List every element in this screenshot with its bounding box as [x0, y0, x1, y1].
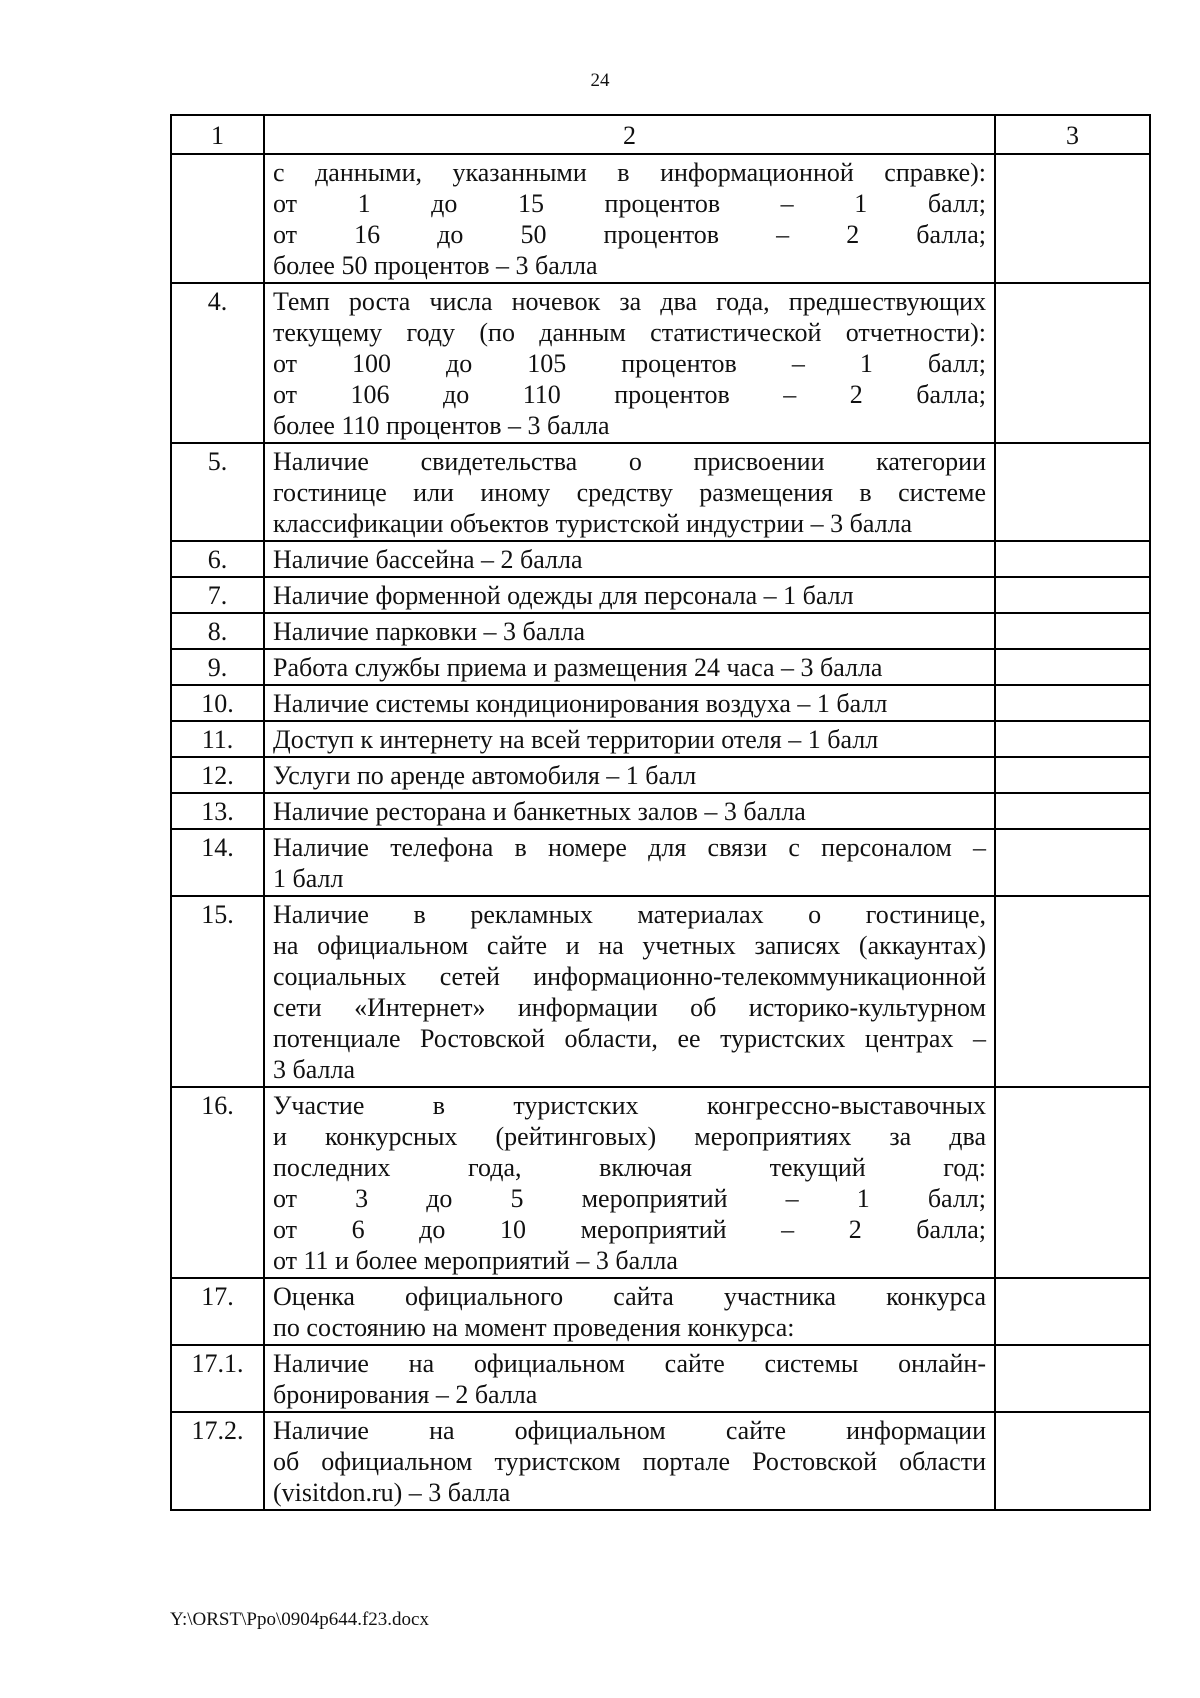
row-number: 8.	[171, 613, 264, 649]
file-path-footer: Y:\ORST\Ppo\0904p644.f23.docx	[170, 1609, 429, 1630]
score-cell	[995, 896, 1150, 1087]
description-line: Наличие в рекламных материалах о гостинице,	[273, 900, 986, 929]
table-row	[171, 1278, 1150, 1345]
table-header-row	[171, 115, 1150, 154]
description-line: последних года, включая текущий год:	[273, 1153, 986, 1182]
description-line: от 6 до 10 мероприятий – 2 балла;	[273, 1215, 986, 1244]
description-line: об официальном туристском портале Ростовской области	[273, 1447, 986, 1476]
score-cell	[995, 721, 1150, 757]
description-line: Темп роста числа ночевок за два года, предшествующих	[273, 287, 986, 316]
table-row	[171, 793, 1150, 829]
score-cell	[995, 829, 1150, 896]
description-line: от 3 до 5 мероприятий – 1 балл;	[273, 1184, 986, 1213]
row-number: 5.	[171, 443, 264, 541]
header-col-1: 1	[171, 115, 264, 154]
criterion-description	[264, 1278, 995, 1345]
score-cell	[995, 1412, 1150, 1510]
criterion-description	[264, 577, 995, 613]
score-cell	[995, 793, 1150, 829]
row-number: 14.	[171, 829, 264, 896]
description-line: и конкурсных (рейтинговых) мероприятиях за два	[273, 1122, 986, 1151]
description-line: Наличие системы кондиционирования воздуха – 1 балл	[273, 689, 888, 718]
score-cell	[995, 613, 1150, 649]
criteria-table-body	[171, 115, 1150, 1510]
row-number: 17.1.	[171, 1345, 264, 1412]
criteria-table	[170, 114, 1151, 1511]
row-number: 17.	[171, 1278, 264, 1345]
table-row	[171, 829, 1150, 896]
score-cell	[995, 757, 1150, 793]
score-cell	[995, 154, 1150, 283]
table-row	[171, 649, 1150, 685]
description-line: 1 балл	[273, 864, 344, 893]
criterion-description	[264, 613, 995, 649]
description-line: Наличие бассейна – 2 балла	[273, 545, 583, 574]
description-line: от 16 до 50 процентов – 2 балла;	[273, 220, 986, 249]
description-line: от 106 до 110 процентов – 2 балла;	[273, 380, 986, 409]
description-line: (visitdon.ru) – 3 балла	[273, 1478, 511, 1507]
criterion-description	[264, 829, 995, 896]
row-number: 16.	[171, 1087, 264, 1278]
table-row	[171, 1087, 1150, 1278]
row-number: 17.2.	[171, 1412, 264, 1510]
score-cell	[995, 685, 1150, 721]
description-line: сети «Интернет» информации об историко-культурном	[273, 993, 986, 1022]
score-cell	[995, 283, 1150, 443]
table-row	[171, 154, 1150, 283]
table-row	[171, 1412, 1150, 1510]
row-number: 6.	[171, 541, 264, 577]
description-line: Оценка официального сайта участника конкурса	[273, 1282, 986, 1311]
table-row	[171, 757, 1150, 793]
description-line: Работа службы приема и размещения 24 часа – 3 балла	[273, 653, 883, 682]
description-line: на официальном сайте и на учетных записях (аккаунтах)	[273, 931, 986, 960]
row-number: 15.	[171, 896, 264, 1087]
row-number: 9.	[171, 649, 264, 685]
criterion-description	[264, 443, 995, 541]
description-line: Наличие телефона в номере для связи с персоналом –	[273, 833, 986, 862]
description-line: Наличие свидетельства о присвоении категории	[273, 447, 986, 476]
page-number: 24	[590, 70, 610, 91]
score-cell	[995, 443, 1150, 541]
table-row	[171, 443, 1150, 541]
criterion-description	[264, 541, 995, 577]
description-line: социальных сетей информационно-телекоммуникационной	[273, 962, 986, 991]
score-cell	[995, 1278, 1150, 1345]
score-cell	[995, 541, 1150, 577]
table-row	[171, 685, 1150, 721]
row-number	[171, 154, 264, 283]
criterion-description	[264, 1412, 995, 1510]
description-line: от 11 и более мероприятий – 3 балла	[273, 1246, 678, 1275]
row-number: 11.	[171, 721, 264, 757]
row-number: 7.	[171, 577, 264, 613]
table-row	[171, 613, 1150, 649]
description-line: более 50 процентов – 3 балла	[273, 251, 598, 280]
criterion-description	[264, 1087, 995, 1278]
score-cell	[995, 577, 1150, 613]
criterion-description	[264, 1345, 995, 1412]
table-row	[171, 283, 1150, 443]
description-line: Наличие на официальном сайте системы онлайн-	[273, 1349, 986, 1378]
description-line: потенциале Ростовской области, ее туристских центрах –	[273, 1024, 986, 1053]
description-line: от 100 до 105 процентов – 1 балл;	[273, 349, 986, 378]
table-row	[171, 577, 1150, 613]
row-number: 12.	[171, 757, 264, 793]
criterion-description	[264, 649, 995, 685]
score-cell	[995, 1345, 1150, 1412]
description-line: бронирования – 2 балла	[273, 1380, 538, 1409]
row-number: 13.	[171, 793, 264, 829]
criterion-description	[264, 793, 995, 829]
table-row	[171, 721, 1150, 757]
description-line: Услуги по аренде автомобиля – 1 балл	[273, 761, 697, 790]
description-line: Наличие форменной одежды для персонала – 1 балл	[273, 581, 854, 610]
criterion-description	[264, 154, 995, 283]
header-col-3: 3	[995, 115, 1150, 154]
score-cell	[995, 1087, 1150, 1278]
description-line: Доступ к интернету на всей территории отеля – 1 балл	[273, 725, 879, 754]
criterion-description	[264, 721, 995, 757]
description-line: классификации объектов туристской индустрии – 3 балла	[273, 509, 913, 538]
description-line: Наличие парковки – 3 балла	[273, 617, 586, 646]
criterion-description	[264, 685, 995, 721]
criterion-description	[264, 283, 995, 443]
table-row	[171, 541, 1150, 577]
description-line: более 110 процентов – 3 балла	[273, 411, 610, 440]
row-number: 10.	[171, 685, 264, 721]
table-row	[171, 896, 1150, 1087]
description-line: от 1 до 15 процентов – 1 балл;	[273, 189, 986, 218]
description-line: Участие в туристских конгрессно-выставочных	[273, 1091, 986, 1120]
description-line: Наличие ресторана и банкетных залов – 3 балла	[273, 797, 806, 826]
description-line: с данными, указанными в информационной справке):	[273, 158, 986, 187]
header-col-2: 2	[264, 115, 995, 154]
score-cell	[995, 649, 1150, 685]
criterion-description	[264, 896, 995, 1087]
description-line: 3 балла	[273, 1055, 355, 1084]
row-number: 4.	[171, 283, 264, 443]
table-row	[171, 1345, 1150, 1412]
description-line: гостинице или иному средству размещения в системе	[273, 478, 986, 507]
description-line: текущему году (по данным статистической отчетности):	[273, 318, 986, 347]
criterion-description	[264, 757, 995, 793]
description-line: Наличие на официальном сайте информации	[273, 1416, 986, 1445]
description-line: по состоянию на момент проведения конкурса:	[273, 1313, 795, 1342]
